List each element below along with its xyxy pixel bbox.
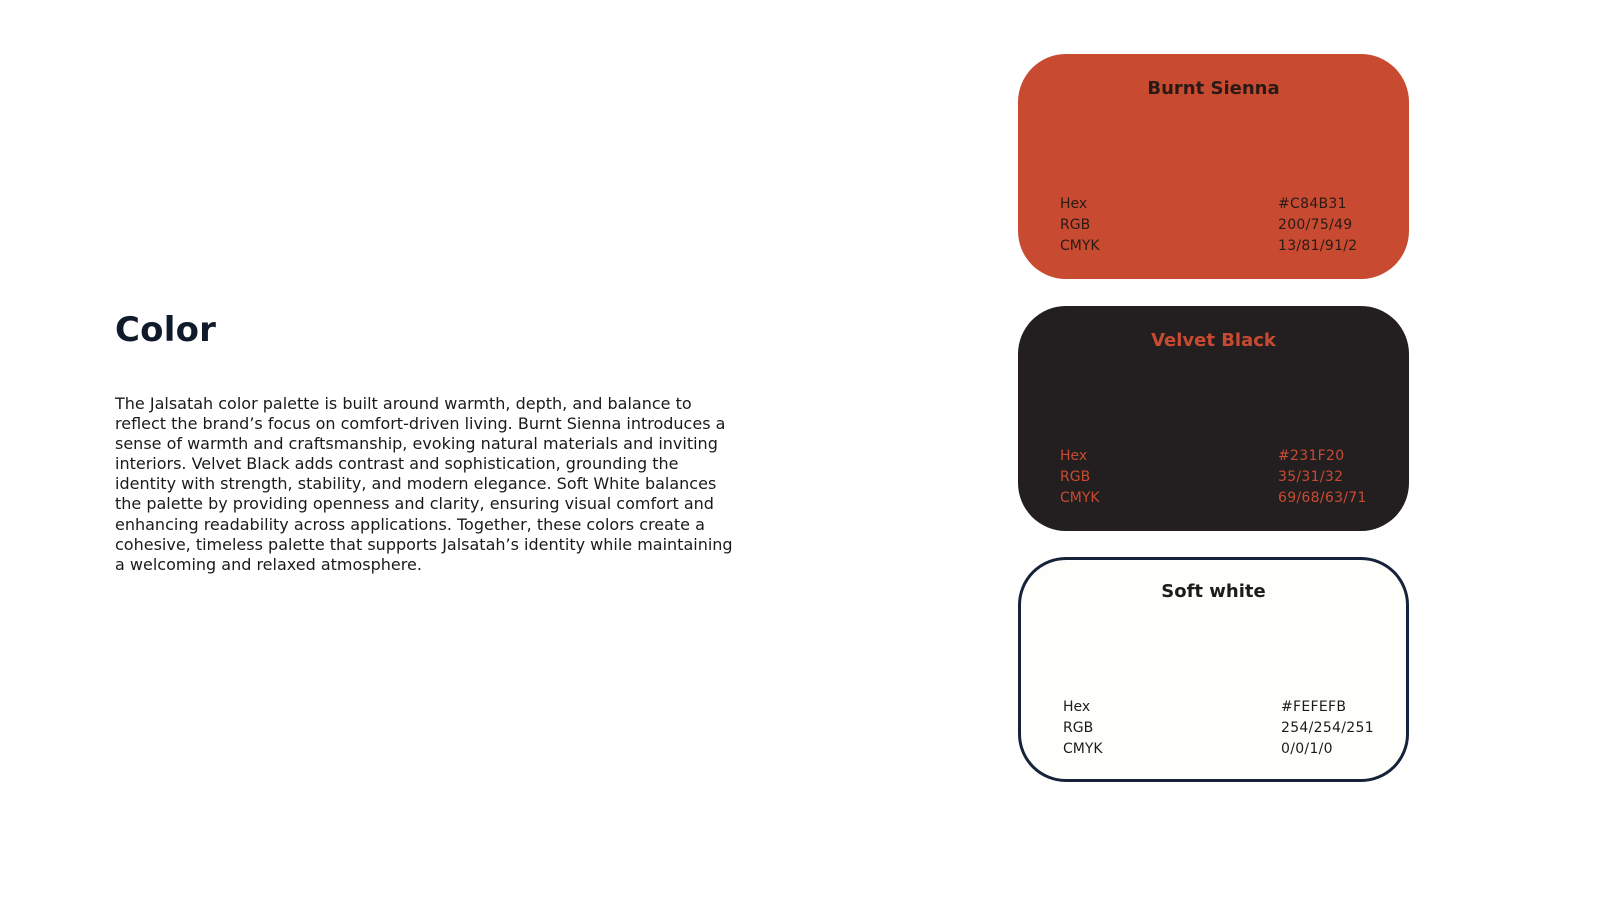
- swatch-name: Velvet Black: [1151, 330, 1276, 351]
- rgb-label: RGB: [1063, 720, 1094, 736]
- swatch-name: Burnt Sienna: [1147, 78, 1280, 99]
- hex-label: Hex: [1060, 196, 1088, 212]
- hex-label: Hex: [1060, 448, 1088, 464]
- color-swatch-velvet-black: [1018, 306, 1409, 531]
- rgb-label: RGB: [1060, 469, 1091, 485]
- hex-value: #C84B31: [1278, 196, 1347, 212]
- cmyk-label: CMYK: [1063, 741, 1103, 757]
- spec-labels: [1060, 446, 1100, 509]
- hex-value: #231F20: [1278, 448, 1345, 464]
- palette-description: The Jalsatah color palette is built around warmth, depth, and balance to reflect the brand’s focus on comfort-driven living. Burnt Sienna introduces a sense of warmth and craftsmanship, evoking natural materials and inviting interiors. Velvet Black adds contrast and sophistication, grounding the identity with strength, stability, and modern elegance. Soft White balances the palette by providing openness and clarity, ensuring visual comfort and enhancing readability across applications. Together, these colors create a cohesive, timeless palette that supports Jalsatah’s identity while maintaining a welcoming and relaxed atmosphere.: [115, 394, 733, 574]
- spec-values: [1281, 697, 1374, 760]
- cmyk-label: CMYK: [1060, 238, 1100, 254]
- spec-labels: [1060, 194, 1100, 257]
- spec-labels: [1063, 697, 1103, 760]
- spec-values: [1278, 446, 1367, 509]
- rgb-value: 35/31/32: [1278, 469, 1344, 485]
- cmyk-value: 13/81/91/2: [1278, 238, 1358, 254]
- swatch-name: Soft white: [1161, 581, 1266, 602]
- cmyk-value: 69/68/63/71: [1278, 490, 1367, 506]
- rgb-value: 200/75/49: [1278, 217, 1353, 233]
- rgb-label: RGB: [1060, 217, 1091, 233]
- page-title: Color: [115, 310, 217, 350]
- color-swatch-burnt-sienna: [1018, 54, 1409, 279]
- color-swatch-soft-white: [1018, 557, 1409, 782]
- cmyk-label: CMYK: [1060, 490, 1100, 506]
- cmyk-value: 0/0/1/0: [1281, 741, 1333, 757]
- rgb-value: 254/254/251: [1281, 720, 1374, 736]
- hex-label: Hex: [1063, 699, 1091, 715]
- spec-values: [1278, 194, 1358, 257]
- hex-value: #FEFEFB: [1281, 699, 1347, 715]
